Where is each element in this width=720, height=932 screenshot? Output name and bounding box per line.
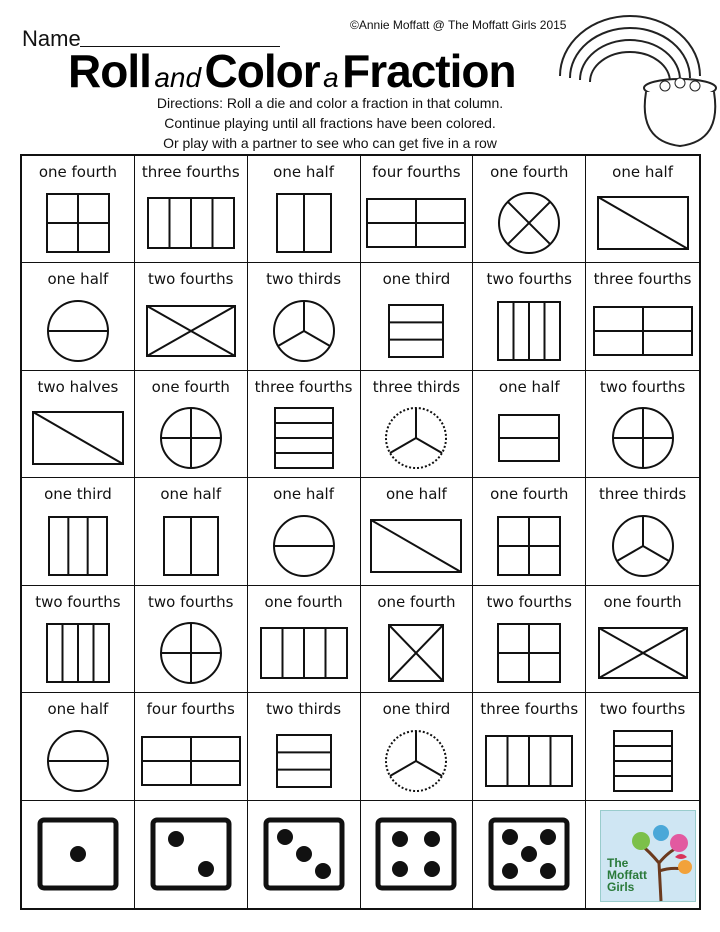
- die-cell: [473, 801, 586, 908]
- circle-2-shape[interactable]: [272, 514, 336, 578]
- fraction-cell[interactable]: [361, 156, 474, 263]
- die-cell: [248, 801, 361, 908]
- fraction-cell[interactable]: [586, 263, 699, 370]
- fraction-cell[interactable]: [361, 586, 474, 693]
- fraction-shape-wrap: [135, 405, 247, 471]
- fraction-label: one third: [382, 700, 451, 719]
- die-pip: [392, 861, 408, 877]
- die-pip: [502, 863, 518, 879]
- die-pip: [424, 831, 440, 847]
- fraction-shape-wrap: [586, 405, 699, 471]
- rect-3h-shape[interactable]: [388, 304, 444, 358]
- circle-3-shape[interactable]: [272, 299, 336, 363]
- fraction-shape-wrap: [586, 190, 699, 256]
- fraction-shape-wrap: [135, 620, 247, 686]
- fraction-cell[interactable]: [22, 263, 135, 370]
- fraction-cell[interactable]: [135, 478, 248, 585]
- rect-4v-wide-shape[interactable]: [485, 735, 573, 787]
- fraction-cell[interactable]: [473, 263, 586, 370]
- fraction-label: three fourths: [480, 700, 579, 719]
- fraction-cell[interactable]: [473, 371, 586, 478]
- rect-2h-shape[interactable]: [498, 414, 560, 462]
- fraction-cell[interactable]: [248, 478, 361, 585]
- fraction-shape-wrap: [248, 728, 360, 794]
- fraction-cell[interactable]: [473, 693, 586, 800]
- circle-2-shape[interactable]: [46, 729, 110, 793]
- fraction-shape-wrap: [586, 620, 699, 686]
- rect-2x2-shape[interactable]: [497, 516, 561, 576]
- fraction-grid: [20, 154, 701, 910]
- fraction-shape-wrap: [248, 513, 360, 579]
- die-1-icon: [37, 817, 119, 891]
- fraction-cell[interactable]: [135, 586, 248, 693]
- rect-x-shape[interactable]: [598, 627, 688, 679]
- die-pip: [315, 863, 331, 879]
- rect-2v-shape[interactable]: [276, 193, 332, 253]
- die-4-icon: [375, 817, 457, 891]
- rect-2x2-wide-shape[interactable]: [593, 306, 693, 356]
- fraction-label: three thirds: [372, 377, 461, 396]
- rect-4v-wide-shape[interactable]: [260, 627, 348, 679]
- fraction-shape-wrap: [586, 513, 699, 579]
- rect-4v-wide-shape[interactable]: [147, 197, 235, 249]
- rect-2x2-shape[interactable]: [46, 193, 110, 253]
- rect-2x2-wide-shape[interactable]: [141, 736, 241, 786]
- fraction-label: two fourths: [486, 592, 572, 611]
- fraction-cell[interactable]: [22, 478, 135, 585]
- fraction-label: two fourths: [486, 270, 572, 289]
- rect-diag-shape[interactable]: [370, 519, 462, 573]
- fraction-shape-wrap: [22, 513, 134, 579]
- fraction-cell[interactable]: [361, 478, 474, 585]
- rect-3h-shape[interactable]: [276, 734, 332, 788]
- fraction-label: one half: [386, 485, 447, 504]
- fraction-label: three thirds: [598, 485, 687, 504]
- fraction-label: one third: [382, 270, 451, 289]
- fraction-shape-wrap: [361, 405, 473, 471]
- fraction-cell[interactable]: [586, 371, 699, 478]
- fraction-label: one half: [498, 377, 560, 396]
- fraction-cell[interactable]: [248, 586, 361, 693]
- fraction-label: two fourths: [35, 592, 121, 611]
- fraction-label: four fourths: [146, 700, 235, 719]
- fraction-cell[interactable]: [22, 693, 135, 800]
- fraction-label: two fourths: [148, 270, 234, 289]
- rect-4v-shape[interactable]: [46, 623, 110, 683]
- fraction-shape-wrap: [361, 728, 473, 794]
- die-pip: [392, 831, 408, 847]
- fraction-cell[interactable]: [22, 156, 135, 263]
- fraction-cell[interactable]: [135, 371, 248, 478]
- moffatt-girls-logo: The Moffatt Girls: [600, 810, 696, 902]
- fraction-cell[interactable]: [586, 693, 699, 800]
- fraction-shape-wrap: [248, 620, 360, 686]
- die-pip: [502, 829, 518, 845]
- fraction-cell[interactable]: [473, 156, 586, 263]
- fraction-shape-wrap: [135, 513, 247, 579]
- fraction-label: three fourths: [254, 377, 353, 396]
- rect-3v-shape[interactable]: [48, 516, 108, 576]
- fraction-label: one half: [47, 270, 109, 289]
- copyright: ©Annie Moffatt @ The Moffatt Girls 2015: [350, 18, 567, 32]
- fraction-cell[interactable]: [361, 263, 474, 370]
- die-pip: [540, 829, 556, 845]
- rect-2v-shape[interactable]: [163, 516, 219, 576]
- fraction-shape-wrap: [361, 513, 473, 579]
- fraction-shape-wrap: [473, 620, 585, 686]
- circle-4-shape[interactable]: [159, 621, 223, 685]
- die-pip: [70, 846, 86, 862]
- fraction-shape-wrap: [361, 190, 473, 256]
- name-label: Name: [22, 26, 81, 51]
- fraction-cell[interactable]: [586, 156, 699, 263]
- fraction-label: one half: [47, 700, 109, 719]
- fraction-cell[interactable]: [473, 586, 586, 693]
- fraction-label: two halves: [37, 377, 119, 396]
- circle-3-dotted-shape[interactable]: [384, 406, 448, 470]
- fraction-shape-wrap: [135, 728, 247, 794]
- fraction-label: two fourths: [148, 592, 234, 611]
- circle-x-shape[interactable]: [497, 191, 561, 255]
- rect-2x2-wide-shape[interactable]: [366, 198, 466, 248]
- fraction-shape-wrap: [135, 298, 247, 364]
- fraction-label: three fourths: [593, 270, 692, 289]
- die-2-icon: [150, 817, 232, 891]
- fraction-label: one fourth: [490, 163, 569, 181]
- fraction-label: one fourth: [603, 592, 682, 611]
- circle-2-shape[interactable]: [46, 299, 110, 363]
- fraction-shape-wrap: [22, 728, 134, 794]
- fraction-cell[interactable]: [586, 586, 699, 693]
- circle-3-shape[interactable]: [611, 514, 675, 578]
- fraction-cell[interactable]: [473, 478, 586, 585]
- fraction-shape-wrap: [473, 298, 585, 364]
- fraction-shape-wrap: [361, 620, 473, 686]
- fraction-label: two fourths: [599, 700, 686, 719]
- fraction-shape-wrap: [22, 620, 134, 686]
- die-pip: [540, 863, 556, 879]
- fraction-label: three fourths: [141, 163, 240, 181]
- die-pip: [277, 829, 293, 845]
- fraction-label: two thirds: [266, 270, 342, 289]
- fraction-shape-wrap: [473, 728, 585, 794]
- fraction-shape-wrap: [248, 405, 360, 471]
- fraction-label: four fourths: [372, 163, 461, 181]
- die-pip: [198, 861, 214, 877]
- fraction-label: one third: [44, 485, 112, 504]
- fraction-cell[interactable]: [361, 371, 474, 478]
- die-cell: [22, 801, 135, 908]
- fraction-label: one half: [273, 163, 334, 181]
- fraction-cell[interactable]: [135, 693, 248, 800]
- fraction-label: one fourth: [38, 163, 118, 181]
- rect-diag-shape[interactable]: [32, 411, 124, 465]
- fraction-cell[interactable]: [22, 371, 135, 478]
- fraction-shape-wrap: [473, 513, 585, 579]
- fraction-cell[interactable]: [22, 586, 135, 693]
- rect-x-shape[interactable]: [146, 305, 236, 357]
- fraction-cell[interactable]: [586, 478, 699, 585]
- rect-4v-shape[interactable]: [497, 301, 561, 361]
- die-pip: [521, 846, 537, 862]
- circle-4-shape[interactable]: [159, 406, 223, 470]
- fraction-label: one fourth: [490, 485, 569, 504]
- fraction-shape-wrap: [248, 190, 360, 256]
- rect-2x2-shape[interactable]: [497, 623, 561, 683]
- die-cell: [361, 801, 474, 908]
- fraction-shape-wrap: [586, 298, 699, 364]
- fraction-shape-wrap: [361, 298, 473, 364]
- fraction-label: one half: [273, 485, 334, 504]
- fraction-cell[interactable]: [135, 263, 248, 370]
- rect-4h-shape[interactable]: [613, 730, 673, 792]
- fraction-cell[interactable]: [135, 156, 248, 263]
- fraction-label: one half: [160, 485, 222, 504]
- die-pip: [168, 831, 184, 847]
- die-cell: [135, 801, 248, 908]
- fraction-label: two thirds: [266, 700, 342, 719]
- die-pip: [424, 861, 440, 877]
- fraction-cell[interactable]: [248, 156, 361, 263]
- circle-4-shape[interactable]: [611, 406, 675, 470]
- die-5-icon: [488, 817, 570, 891]
- fraction-cell[interactable]: [248, 693, 361, 800]
- fraction-shape-wrap: [473, 405, 585, 471]
- die-pip: [296, 846, 312, 862]
- fraction-shape-wrap: [473, 190, 585, 256]
- fraction-label: one fourth: [377, 592, 456, 611]
- square-x-shape[interactable]: [388, 624, 444, 682]
- fraction-shape-wrap: [22, 405, 134, 471]
- rect-diag-shape[interactable]: [597, 196, 689, 250]
- page-title: Roll and Color a Fraction: [68, 45, 516, 97]
- fraction-shape-wrap: [586, 728, 699, 794]
- circle-3-dotted-shape[interactable]: [384, 729, 448, 793]
- fraction-cell[interactable]: [361, 693, 474, 800]
- fraction-label: one fourth: [151, 377, 230, 396]
- fraction-label: two fourths: [599, 377, 686, 396]
- fraction-shape-wrap: [22, 190, 134, 256]
- fraction-label: one fourth: [264, 592, 343, 611]
- fraction-cell[interactable]: [248, 263, 361, 370]
- rect-4h-shape[interactable]: [274, 407, 334, 469]
- fraction-shape-wrap: [22, 298, 134, 364]
- fraction-shape-wrap: [248, 298, 360, 364]
- directions: Directions: Roll a die and color a fraction in that column. Continue playing until all fractions have been colored. Or play with a partner to see who can get five in a row: [156, 95, 504, 151]
- fraction-cell[interactable]: [248, 371, 361, 478]
- die-3-icon: [263, 817, 345, 891]
- fraction-shape-wrap: [135, 190, 247, 256]
- fraction-label: one half: [612, 163, 673, 181]
